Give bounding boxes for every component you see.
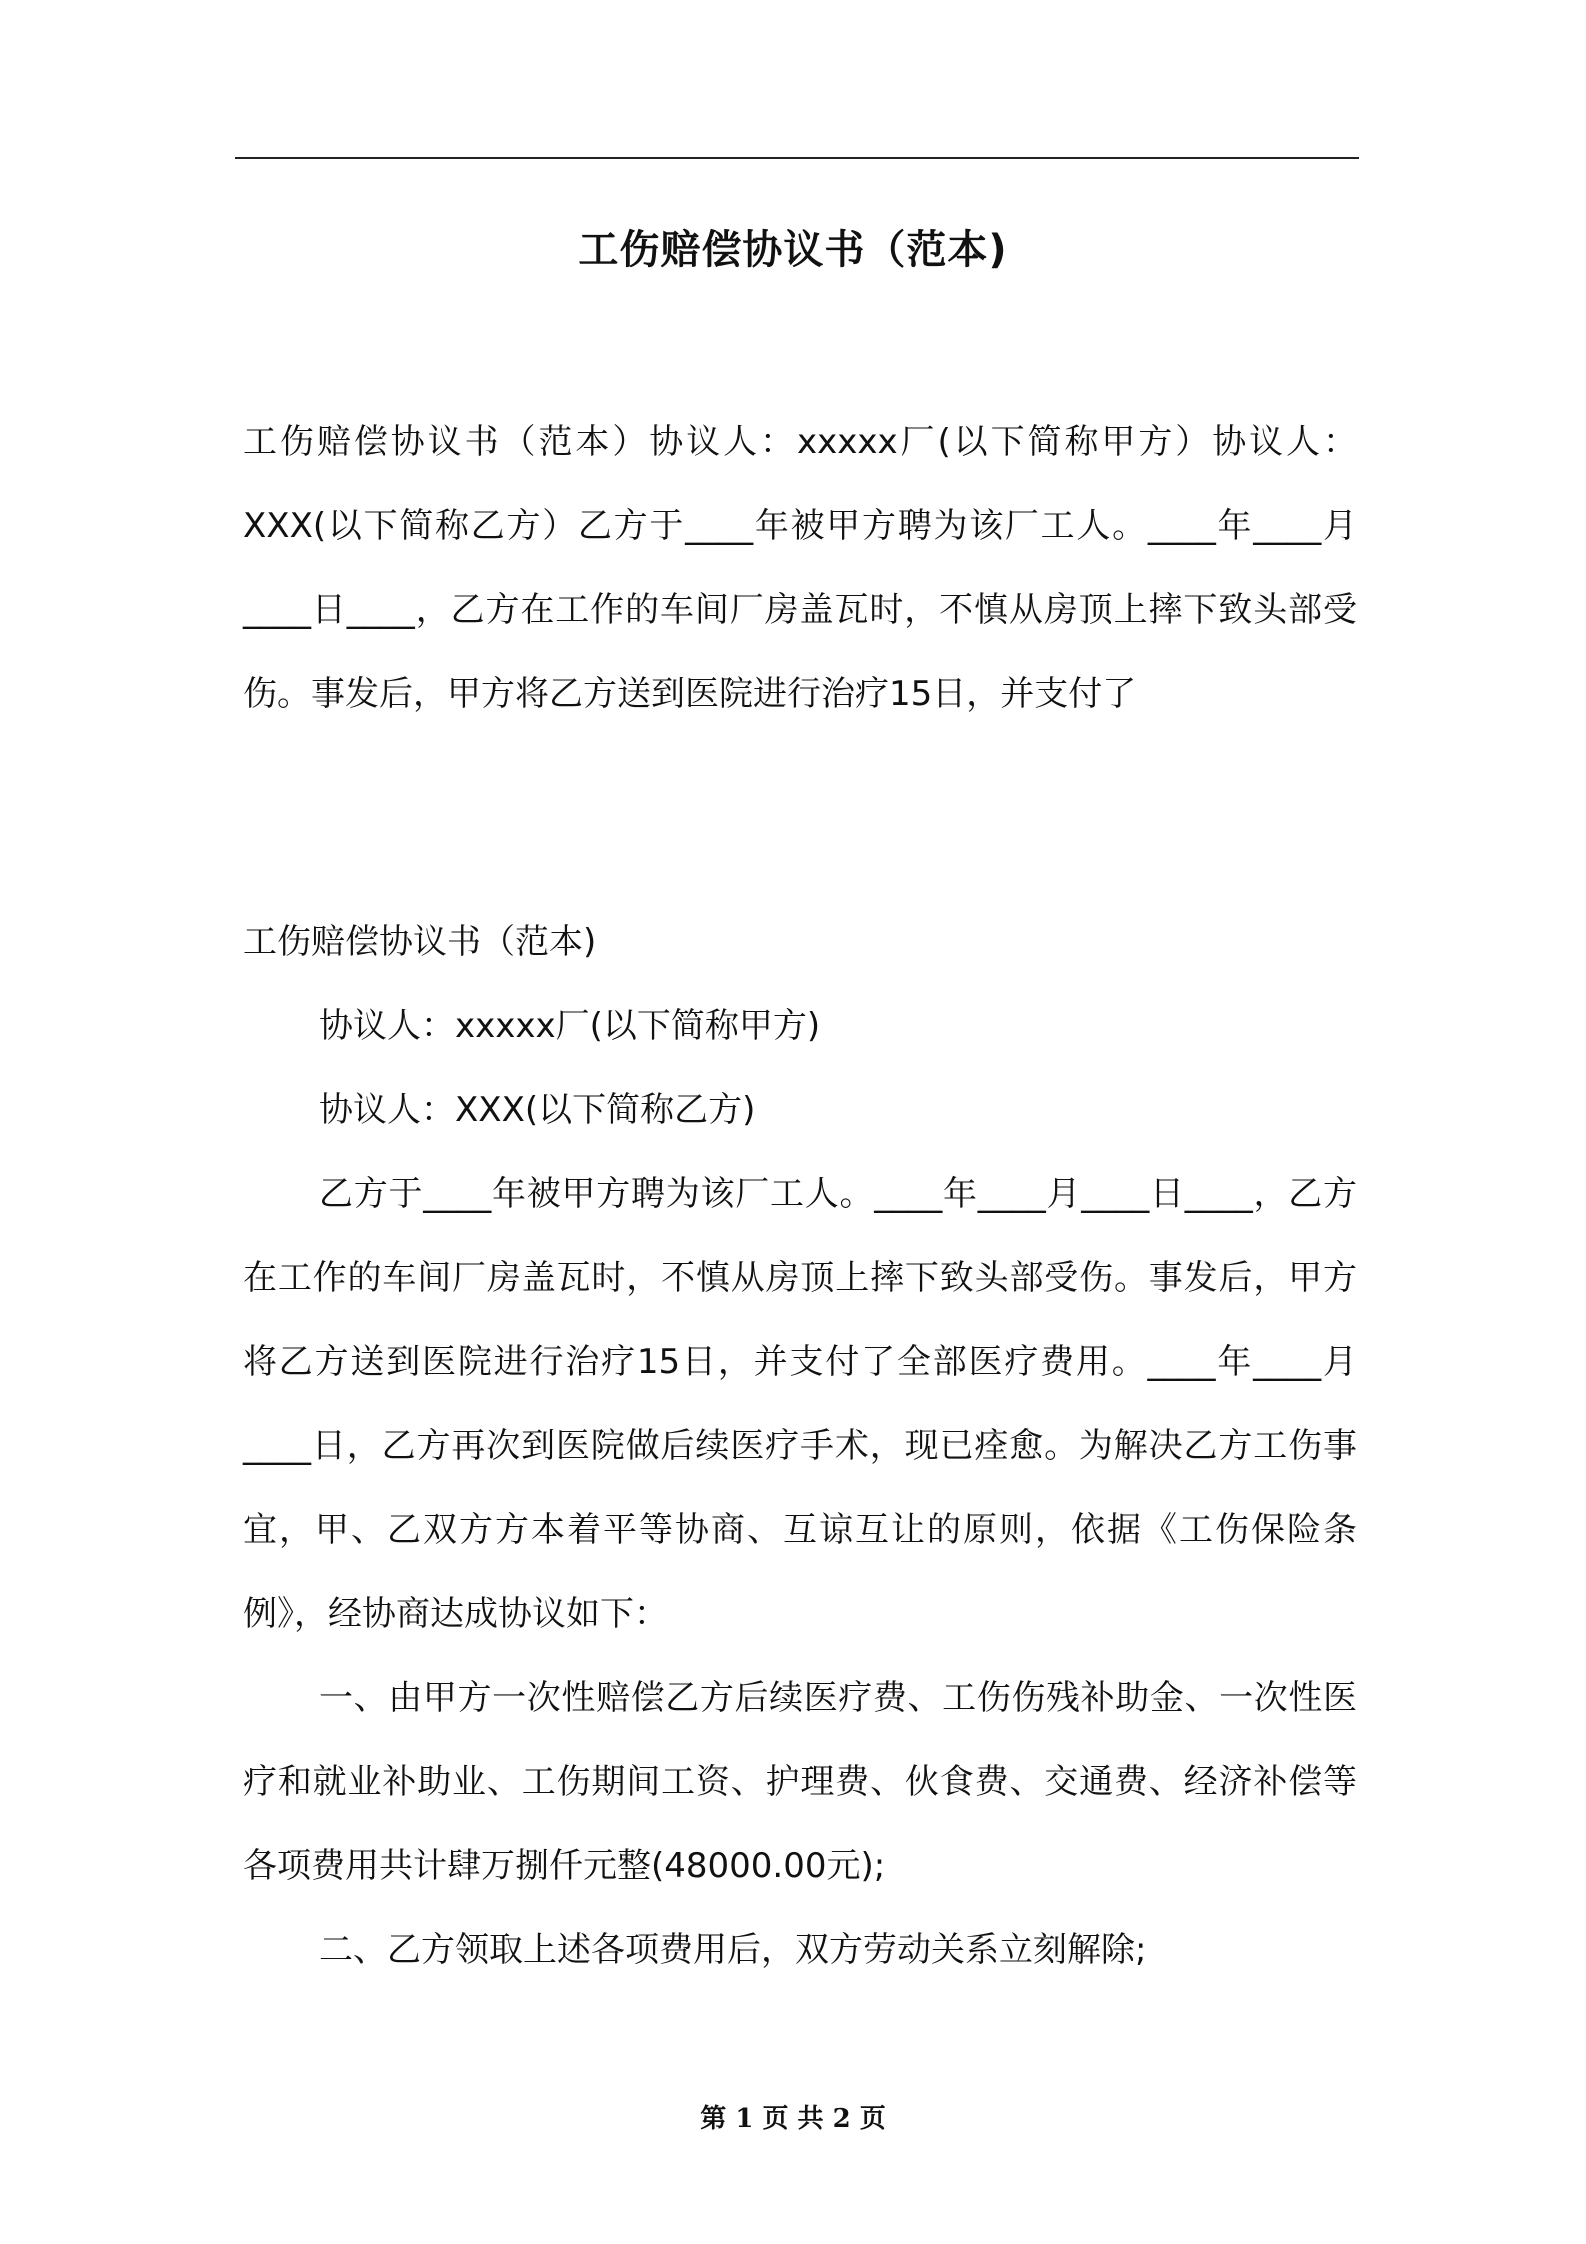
party-b-line: 协议人：XXX(以下简称乙方) (319, 1090, 756, 1130)
agreement-body (243, 900, 1357, 1992)
clause-2: 二、乙方领取上述各项费用后，双方劳动关系立刻解除; (319, 1930, 1147, 1970)
body-heading: 工伤赔偿协议书（范本) (243, 922, 597, 962)
document-title: 工伤赔偿协议书（范本) (578, 227, 1008, 273)
facts-paragraph: 乙方于____年被甲方聘为该厂工人。____年____月____日____，乙方在工作的车间厂房盖瓦时，不慎从房顶上摔下致头部受伤。事发后，甲方将乙方送到医院进行治疗15日，并支付了全部医疗费用。____年____月____日，乙方再次到医院做后续医疗手术，现已痊愈。为解决乙方工伤事宜，甲、乙双方方本着平等协商、互谅互让的原则，依据《工伤保险条例》，经协商达成协议如下： (243, 1174, 1357, 1634)
summary-paragraph: 工伤赔偿协议书（范本）协议人：xxxxx厂(以下简称甲方）协议人：XXX(以下简称乙方）乙方于____年被甲方聘为该厂工人。____年____月____日____，乙方在工作的车间厂房盖瓦时，不慎从房顶上摔下致头部受伤。事发后，甲方将乙方送到医院进行治疗15日，并支付了 (243, 422, 1357, 714)
page-number: 第 1 页 共 2 页 (700, 2104, 886, 2134)
clause-1: 一、由甲方一次性赔偿乙方后续医疗费、工伤伤残补助金、一次性医疗和就业补助业、工伤期间工资、护理费、伙食费、交通费、经济补偿等各项费用共计肆万捌仟元整(48000.00元); (243, 1678, 1357, 1886)
header-rule (235, 157, 1359, 159)
party-a-line: 协议人：xxxxx厂(以下简称甲方) (319, 1006, 821, 1046)
